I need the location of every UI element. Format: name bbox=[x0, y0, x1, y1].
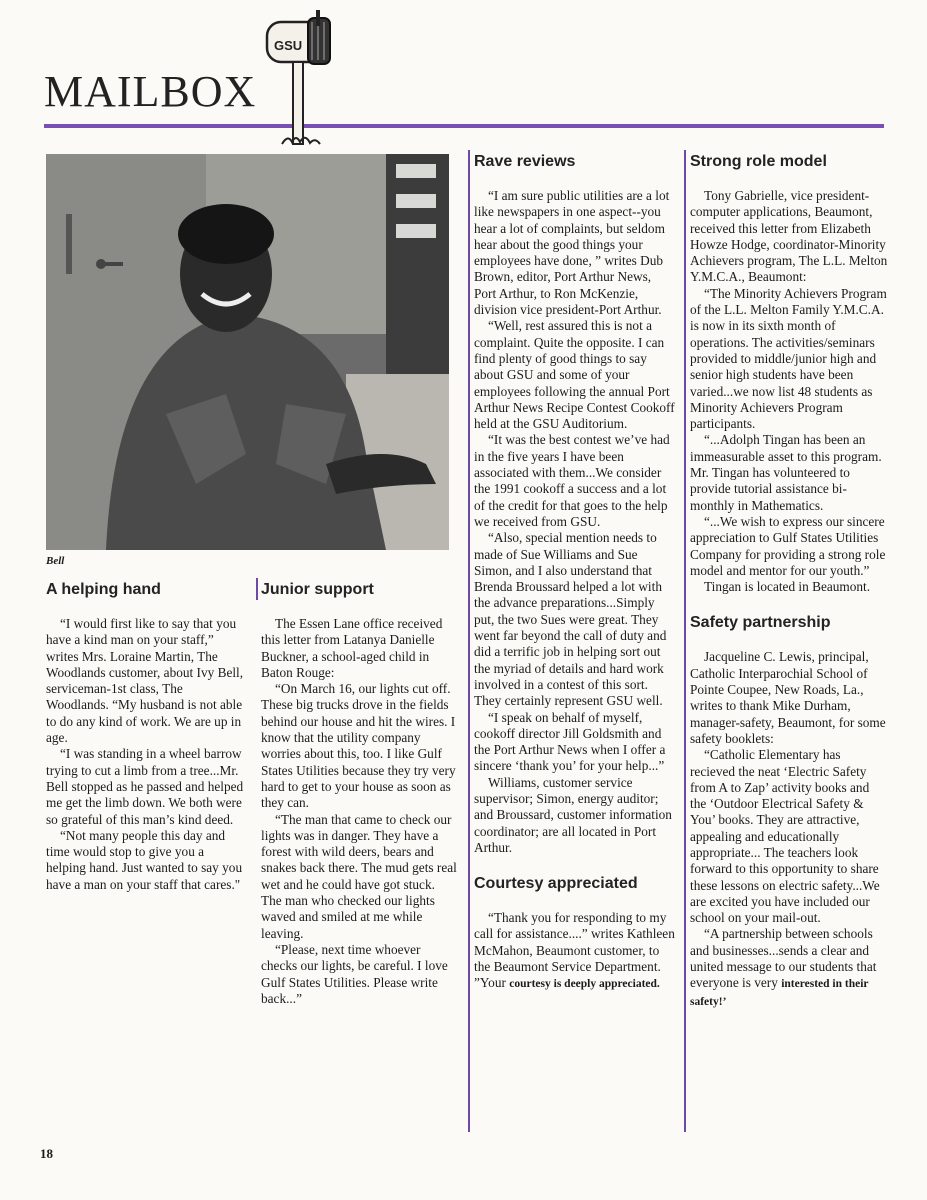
article-role-model bbox=[690, 152, 888, 1010]
article-rave-reviews bbox=[474, 152, 676, 993]
article-paragraph: Tony Gabrielle, vice president-computer applications, Beaumont, received this letter from Elizabeth Howze Hodge, coordinator-Minority Achievers program, The L.L. Melton Y.M.C.A., Beaumont: bbox=[690, 188, 888, 285]
page-number: 18 bbox=[40, 1146, 53, 1161]
article-paragraph: Tingan is located in Beaumont. bbox=[704, 579, 871, 595]
article-text: courtesy is deeply appreciated. bbox=[509, 978, 660, 991]
article-paragraph: “Also, special mention needs to made of Sue Williams and Sue Simon, and I also understand that Brenda Broussard helped a lot with the advance preparations...Simply put, the two Sues were great. They went far beyond the call of duty and did a terrific job in helping sort out the myriad of details and hard work involved in a contest of this sort. They certainly represent GSU well. bbox=[474, 530, 667, 709]
portrait-photo bbox=[46, 154, 449, 550]
article-paragraph: “I would first like to say that you have a kind man on your staff,” writes Mrs. Loraine Martin, The Woodlands customer, about Ivy Bell, serviceman-1st class, The Woodlands. “My husband is not able to do any kind of work. We are up in age. bbox=[46, 616, 244, 746]
article-paragraph: “It was the best contest we’ve had in the five years I have been associated with them...We consider the 1991 cookoff a success and a lot of the credit for that goes to the help we received from GSU. bbox=[474, 432, 670, 529]
mailbox-icon bbox=[262, 8, 342, 150]
article-heading: Strong role model bbox=[690, 153, 827, 170]
article-paragraph: “Not many people this day and time would stop to give you a helping hand. Just wanted to say you have a man on your staff that cares." bbox=[46, 827, 243, 892]
article-paragraph: “...Adolph Tingan has been an immeasurable asset to this program. Mr. Tingan has volunteered to provide tutorial assistance bi-monthly in Mathematics. bbox=[690, 432, 882, 513]
article-text: interested in their safety!’ bbox=[690, 978, 869, 1008]
article-paragraph: “Well, rest assured this is not a complaint. Quite the opposite. I can find plenty of good things to say about GSU and some of your employees following the annual Port Arthur News Recipe Contest Cookoff held at the GSU Auditorium. bbox=[474, 318, 675, 432]
article-helping-hand bbox=[46, 580, 246, 893]
article-junior-support bbox=[261, 580, 457, 1007]
article-paragraph: “Please, next time whoever checks our lights, be careful. I love Gulf States Utilities. Please write back...” bbox=[261, 941, 448, 1006]
header-rule bbox=[44, 124, 884, 128]
photo-caption: Bell bbox=[46, 555, 65, 567]
article-paragraph: “I was standing in a wheel barrow trying to cut a limb from a tree...Mr. Bell stopped as he passed and helped me get the limb down. We both were so grateful of this man’s kind deed. bbox=[46, 746, 244, 827]
article-paragraph: “...We wish to express our sincere appreciation to Gulf States Utilities Company for providing a strong role model and mentor for our youth.” bbox=[690, 513, 886, 578]
column-rule bbox=[684, 150, 686, 1132]
article-heading: Junior support bbox=[261, 581, 374, 598]
article-paragraph bbox=[690, 926, 888, 1009]
article-paragraph: “I am sure public utilities are a lot like newspapers in one aspect--you hear a lot of complaints, but seldom hear about the good things your employees have done, ” writes Dub Brown, editor, Port Arthur News, Port Arthur, to Ron McKenzie, division vice president-Port Arthur. bbox=[474, 188, 670, 318]
article-paragraph: “Catholic Elementary has recieved the neat ‘Electric Safety from A to Zap’ activity books and the ‘Outdoor Electrical Safety & You’ books. They are attractive, appealing and educationally appropriate... The teachers look forward to this opportunity to share these lessons on electric safety...We are excited you have included our school on your mail-out. bbox=[690, 747, 880, 926]
page-title: MAILBOX bbox=[44, 67, 257, 116]
article-paragraph: “I speak on behalf of myself, cookoff director Jill Goldsmith and the Port Arthur News when I offer a sincere ‘thank you’ for your help...” bbox=[474, 709, 666, 774]
article-paragraph: “The man that came to check our lights was in danger. They have a forest with wild deers, bears and snakes back there. The mud gets real wet and he could have got stuck. The man who checked our lights waved and smiled at me while leaving. bbox=[261, 811, 457, 941]
article-paragraph: Jacqueline C. Lewis, principal, Catholic Interparochial School of Pointe Coupee, New Roads, La., writes to thank Mike Durham, manager-safety, Beaumont, for some safety booklets: bbox=[690, 649, 886, 746]
article-heading: Rave reviews bbox=[474, 153, 576, 170]
column-rule bbox=[468, 150, 470, 1132]
article-text: “A partnership between schools and businesses...sends a clear and united message to our students that everyone is very bbox=[690, 926, 877, 991]
article-paragraph: “The Minority Achievers Program of the L.L. Melton Family Y.M.C.A. is now in its sixth month of operations. The activities/seminars provided to middle/junior high and senior high students have been varied...we now list 48 students as Minority Achievers Program participants. bbox=[690, 285, 887, 432]
mailbox-label: GSU bbox=[274, 38, 303, 53]
column-rule bbox=[256, 578, 258, 600]
article-heading: A helping hand bbox=[46, 581, 161, 598]
article-paragraph bbox=[474, 910, 676, 992]
article-heading: Safety partnership bbox=[690, 614, 831, 632]
article-paragraph: Williams, customer service supervisor; Simon, energy auditor; and Broussard, customer information coordinator; are all located in Port Arthur. bbox=[474, 774, 672, 855]
article-heading: Courtesy appreciated bbox=[474, 875, 638, 893]
article-paragraph: The Essen Lane office received this letter from Latanya Danielle Buckner, a school-aged child in Baton Rouge: bbox=[261, 616, 443, 680]
article-text: “Thank you for responding to my call for assistance....” writes Kathleen McMahon, Beaumont customer, to the Beaumont Service Department. ”Your bbox=[474, 910, 675, 991]
article-paragraph: “On March 16, our lights cut off. These big trucks drove in the fields behind our house and hit the wires. I know that the utility company worries about this, too. I like Gulf States Utilities because they try very hard to get to your house as soon as they can. bbox=[261, 681, 456, 811]
